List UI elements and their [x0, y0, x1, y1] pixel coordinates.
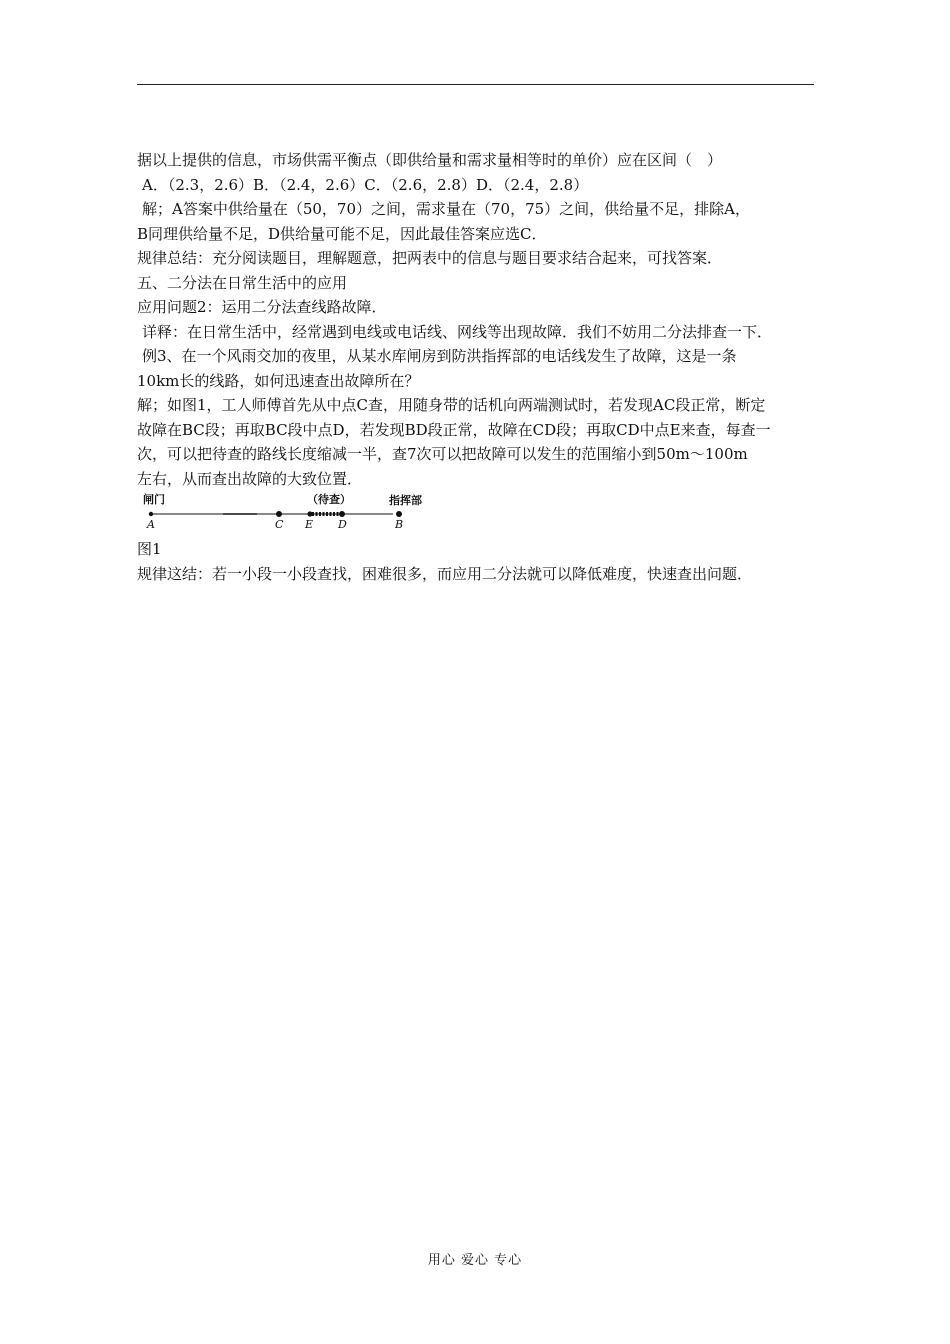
- point-a-dot: [149, 512, 153, 516]
- label-point-e: E: [305, 518, 314, 531]
- header-rule: [137, 84, 814, 85]
- paragraph-summary-1: 规律总结：充分阅读题目，理解题意，把两表中的信息与题目要求结合起来，可找答案．: [137, 249, 723, 267]
- point-e-dot: [307, 511, 312, 516]
- figure-line-diagram: [137, 491, 437, 531]
- page-footer: 用心 爱心 专心: [427, 1253, 523, 1268]
- paragraph-solution-2: B同理供给量不足，D供给量可能不足，因此最佳答案应选C．: [137, 224, 547, 243]
- label-pending: （待查）: [307, 493, 351, 506]
- label-point-c: C: [275, 518, 284, 531]
- figure-caption: 图1: [137, 540, 162, 558]
- label-point-a: A: [147, 518, 155, 531]
- paragraph-detail: 详释：在日常生活中，经常遇到电线或电话线、网线等出现故障．我们不妨用二分法排查一下．: [142, 322, 773, 341]
- paragraph-problem-2: 应用问题2：运用二分法查线路故障．: [137, 298, 387, 316]
- paragraph-example-2: 10km长的线路，如何迅速查出故障所在？: [137, 371, 420, 390]
- paragraph-solution-1: 解；A答案中供给量在（50，70）之间，需求量在（70，75）之间，供给量不足，排除A，: [142, 200, 751, 218]
- document-body: [137, 148, 827, 586]
- section-heading: 五、二分法在日常生活中的应用: [137, 273, 348, 292]
- paragraph-example-1: 例3、在一个风雨交加的夜里，从某水库闸房到防洪指挥部的电话线发生了故障，这是一条: [142, 347, 737, 365]
- line-diagram-svg: [137, 491, 437, 531]
- point-b-dot: [396, 511, 402, 517]
- paragraph-summary-2: 规律这结：若一小段一小段查找，困难很多，而应用二分法就可以降低难度，快速查出问题．: [137, 564, 753, 583]
- label-point-d: D: [338, 518, 347, 531]
- point-c-dot: [276, 511, 282, 517]
- paragraph-answer-1: 解；如图1，工人师傅首先从中点C查，用随身带的话机向两端测试时，若发现AC段正常，断定: [137, 396, 766, 414]
- paragraph-answer-4: 左右，从而查出故障的大致位置．: [137, 469, 363, 488]
- paragraph-answer-2: 故障在BC段；再取BC段中点D，若发现BD段正常，故障在CD段；再取CD中点E来查，每查一: [137, 420, 771, 439]
- point-d-dot: [339, 511, 345, 517]
- label-hq: 指挥部: [389, 494, 422, 507]
- paragraph-intro: 据以上提供的信息，市场供需平衡点（即供给量和需求量相等时的单价）应在区间（ ）: [137, 151, 723, 169]
- paragraph-options: A．（2.3，2.6）B．（2.4，2.6）C．（2.6，2.8）D．（2.4，2.8）: [142, 175, 589, 194]
- label-point-b: B: [395, 518, 404, 531]
- label-gate: 闸门: [143, 493, 165, 506]
- paragraph-answer-3: 次，可以把待查的路线长度缩减一半，查7次可以把故障可以发生的范围缩小到50m～100m: [137, 445, 748, 463]
